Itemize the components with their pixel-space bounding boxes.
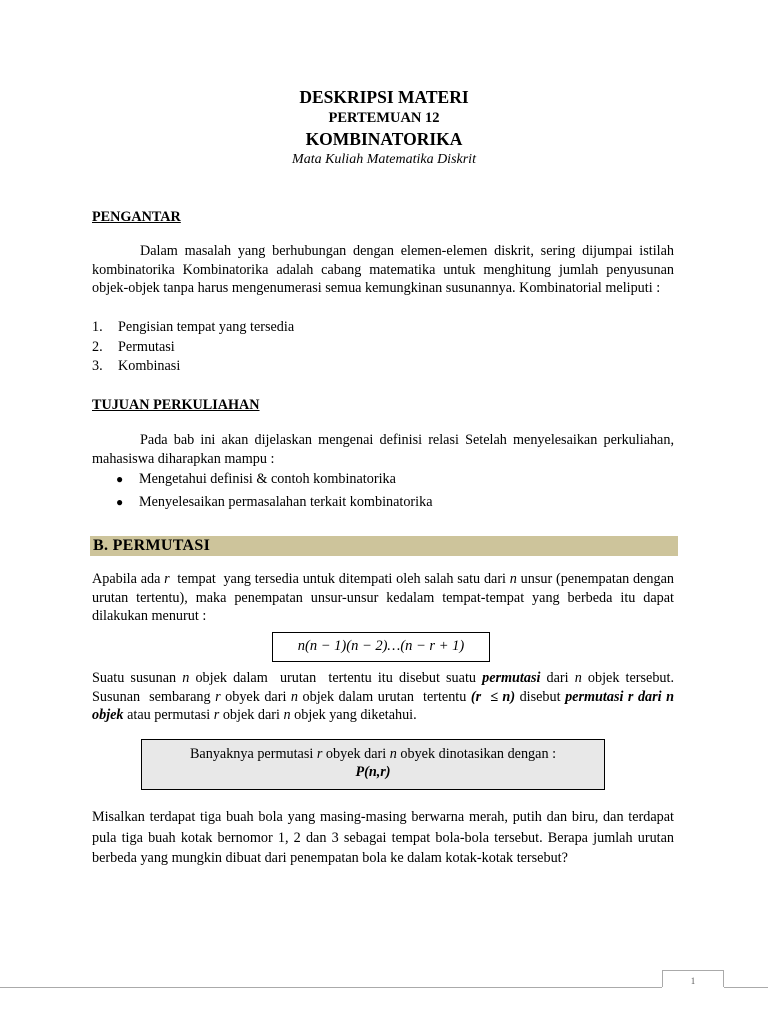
goals-list (92, 469, 674, 515)
list-item: ● Mengetahui definisi & contoh kombinatorika (116, 471, 396, 487)
intro-heading: PENGANTAR (92, 209, 181, 225)
notation-box (141, 739, 605, 790)
list-item: ● Menyelesaikan permasalahan terkait kombinatorika (116, 494, 433, 510)
notation-text: Banyaknya permutasi r obyek dari n obyek dinotasikan dengan : (189, 746, 557, 762)
permutation-definition-paragraph: Suatu susunan n objek dalam urutan tertentu itu disebut suatu permutasi dari n objek tersebut. Susunan sembarang r obyek dari n objek dalam urutan tertentu (r ≤ n) disebut permutasi r dari n objek atau permutasi r objek dari n objek yang diketahui. (92, 670, 678, 723)
intro-paragraph: Dalam masalah yang berhubungan dengan elemen-elemen diskrit, sering dijumpai istilah kombinatorika Kombinatorika adalah cabang matematika untuk menghitung jumlah penyusunan objek-objek tanpa harus mengenumerasi semua kemungkinan susunannya. Kombinatorial meliputi : (92, 243, 674, 296)
intro-list (92, 318, 674, 377)
document-title: DESKRIPSI MATERI (299, 87, 469, 107)
meeting-number: PERTEMUAN 12 (328, 110, 440, 126)
formula-box: n(n − 1)(n − 2)…(n − r + 1) (272, 632, 490, 662)
page-number: 1 (662, 970, 724, 987)
list-item: 3. Kombinasi (92, 358, 181, 374)
goals-paragraph: Pada bab ini akan dijelaskan mengenai definisi relasi Setelah menyelesaikan perkuliahan, mahasiswa diharapkan mampu : (92, 432, 674, 467)
goals-heading: TUJUAN PERKULIAHAN (92, 397, 260, 413)
topic-title: KOMBINATORIKA (305, 129, 463, 149)
course-name: Mata Kuliah Matematika Diskrit (292, 152, 476, 167)
permutation-intro-paragraph: Apabila ada r tempat yang tersedia untuk ditempati oleh salah satu dari n unsur (penempatan dengan urutan tertentu), maka penempatan unsur-unsur kedalam tempat-tempat yang berbeda itu dapat dilakukan menurut : (92, 571, 678, 624)
notation-symbol: P(n,r) (355, 764, 391, 780)
bullet-icon: ● (116, 495, 124, 509)
list-item: 2. Permutasi (92, 338, 175, 355)
footer-line-right (724, 987, 768, 988)
section-heading: B. PERMUTASI (93, 537, 211, 554)
bullet-icon: ● (116, 472, 124, 486)
list-item: 1. Pengisian tempat yang tersedia (92, 319, 295, 335)
footer-line (0, 987, 662, 988)
example-paragraph: Misalkan terdapat tiga buah bola yang masing-masing berwarna merah, putih dan biru, dan terdapat pula tiga buah kotak bernomor 1, 2 dan 3 sebagai tempat bola-bola tersebut. Berapa jumlah urutan berbeda yang mungkin dibuat dari penempatan bola ke dalam kotak-kotak tersebut? (92, 809, 674, 866)
